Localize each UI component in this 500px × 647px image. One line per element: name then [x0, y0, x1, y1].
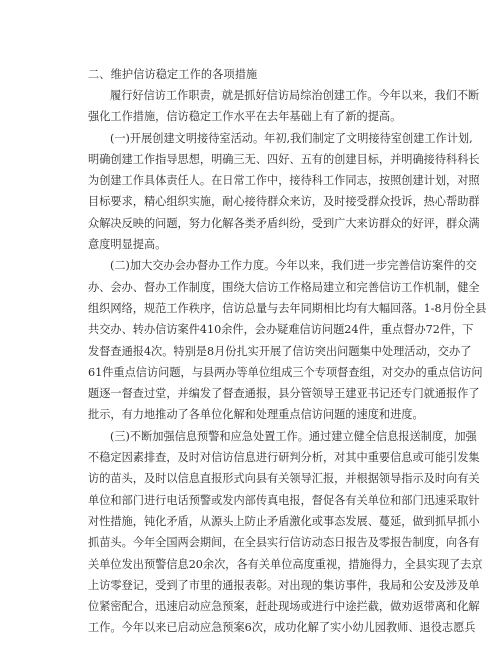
paragraph — [88, 85, 480, 128]
paragraph-line: 办、会办、督办工作制度，围绕大信访工作格局建立和完善信访工作机制，健全 — [88, 280, 480, 294]
paragraph-line: 明确创建工作指导思想，明确三无、四好、五有的创建目标，并明确接待科科长 — [88, 152, 480, 166]
section-heading: 二、维护信访稳定工作的各项措施 — [88, 68, 258, 81]
paragraph-list — [88, 85, 487, 639]
paragraph-line: 批示，有力地推动了各单位化解和处理重点信访问题的速度和进度。 — [88, 408, 424, 422]
paragraph-line: 关单位发出预警信息20余次，各有关单位高度重视，措施得力，全县实现了去京 — [88, 557, 483, 571]
paragraph-line: 题逐一督查过堂，并编发了督查通报，县分管领导王建亚书记还专门就通报作了 — [88, 387, 480, 401]
paragraph-line: 组织网络，规范工作秩序，信访总量与去年同期相比均有大幅回落。1-8月份全县 — [88, 301, 487, 315]
paragraph-line: (二)加大交办会办督办工作力度。今年以来，我们进一步完善信访案件的交 — [110, 259, 477, 273]
paragraph-line: 强化工作措施，信访稳定工作水平在去年基础上有了新的提高。 — [88, 110, 402, 124]
paragraph-line: 众解决反映的问题，努力化解各类矛盾纠纷，受到广大来访群众的好评，群众满 — [88, 216, 480, 230]
paragraph-line: 履行好信访工作职责，就是抓好信访局综治创建工作。今年以来，我们不断 — [110, 89, 480, 102]
paragraph — [88, 255, 487, 425]
paragraph-line: 抓苗头。今年全国两会期间，在全县实行信访动态日报告及零报告制度，向各有 — [88, 536, 480, 550]
paragraph-line: 访的苗头，及时以信息直报形式向县有关领导汇报，并根据领导指示及时向有关 — [88, 472, 480, 486]
paragraph-line: 目标要求，精心组织实施，耐心接待群众来访，及时接受群众投诉，热心帮助群 — [88, 195, 480, 209]
paragraph-line: 发督查通报4次。特别是8月份扎实开展了信访突出问题集中处理活动，交办了 — [88, 344, 472, 358]
paragraph-line: 位紧密配合，迅速启动应急预案，赶赴现场或进行中途拦截，做劝返带离和化解 — [88, 600, 480, 614]
paragraph-line: 工作。今年以来已启动应急预案6次，成功化解了实小幼儿园教师、退役志愿兵 — [88, 621, 476, 635]
paragraph-line: 为创建工作具体责任人。在日常工作中，接待科工作同志，按照创建计划，对照 — [88, 174, 480, 188]
paragraph-line: 上访零登记，受到了市里的通报表彰。对出现的集访事件，我局和公安及涉及单 — [88, 578, 480, 592]
paragraph-line: 共交办、转办信访案件410余件，会办疑难信访问题24件，重点督办72件，下 — [88, 323, 474, 337]
paragraph-line: 不稳定因素排查，及时对信访信息进行研判分析，对其中重要信息或可能引发集 — [88, 451, 480, 465]
paragraph — [88, 128, 480, 256]
paragraph — [88, 426, 483, 639]
paragraph-line: (一)开展创建文明接待室活动。年初,我们制定了文明接待室创建工作计划, — [110, 131, 473, 145]
paragraph-line: 61件重点信访问题，与县两办等单位组成三个专项督查组，对交办的重点信访问 — [88, 365, 483, 379]
paragraph-line: (三)不断加强信息预警和应急处置工作。通过建立健全信息报送制度，加强 — [110, 429, 477, 443]
document-body — [88, 64, 487, 639]
paragraph-line: 对性措施，钝化矛盾，从源头上防止矛盾激化或事态发展、蔓延，做到抓早抓小 — [88, 514, 480, 528]
paragraph-line: 意度明显提高。 — [88, 238, 167, 252]
paragraph-line: 单位和部门进行电话预警或发内部传真电报，督促各有关单位和部门迅速采取针 — [88, 493, 480, 507]
